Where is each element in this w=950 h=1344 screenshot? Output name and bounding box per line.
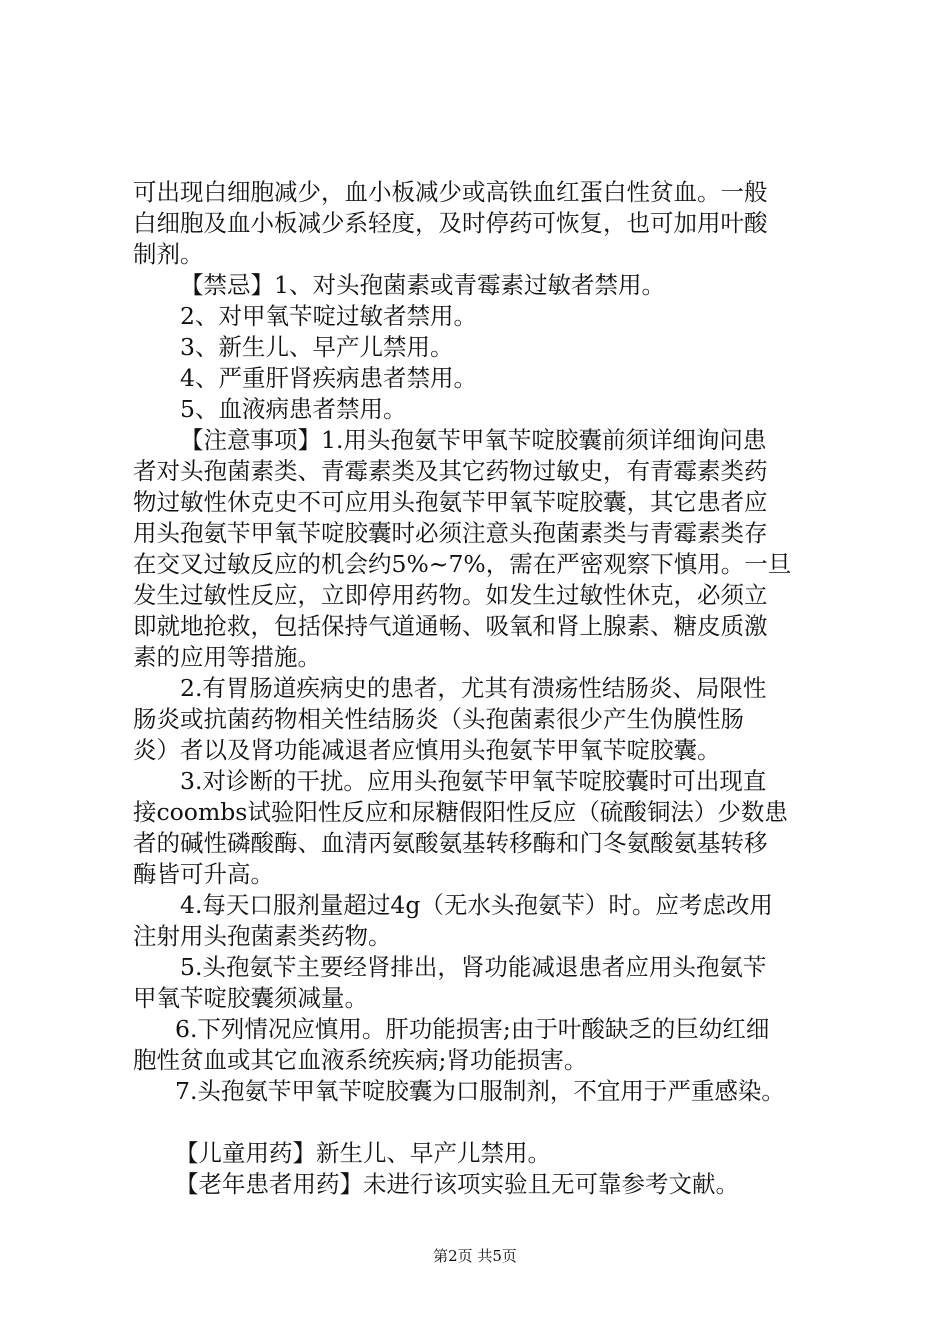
paragraph-line: 4.每天口服剂量超过4g（无水头孢氨苄）时。应考虑改用 [180, 891, 773, 919]
paragraph-line: 在交叉过敏反应的机会约5%~7%，需在严密观察下慎用。一旦 [133, 550, 792, 578]
paragraph-line: 肠炎或抗菌药物相关性结肠炎（头孢菌素很少产生伪膜性肠 [133, 705, 744, 733]
paragraph-line: 胞性贫血或其它血液系统疾病;肾功能损害。 [133, 1046, 588, 1074]
contraindication-item: 2、对甲氧苄啶过敏者禁用。 [180, 302, 477, 330]
paragraph-line: 制剂。 [133, 240, 204, 268]
paragraph-line: 甲氧苄啶胶囊须减量。 [133, 984, 368, 1012]
page-number-footer: 第2页 共5页 [433, 1247, 517, 1265]
paragraph-line: 白细胞及血小板减少系轻度，及时停药可恢复，也可加用叶酸 [133, 209, 768, 237]
paragraph-line: 3.对诊断的干扰。应用头孢氨苄甲氧苄啶胶囊时可出现直 [180, 767, 767, 795]
paragraph-line: 者的碱性磷酸酶、血清丙氨酸氨基转移酶和门冬氨酸氨基转移 [133, 829, 768, 857]
paragraph-line: 2.有胃肠道疾病史的患者，尤其有溃疡性结肠炎、局限性 [180, 674, 767, 702]
paragraph-line: 接coombs试验阳性反应和尿糖假阳性反应（硫酸铜法）少数患 [133, 798, 788, 826]
paragraph-line: 炎）者以及肾功能减退者应慎用头孢氨苄甲氧苄啶胶囊。 [133, 736, 721, 764]
paragraph-line: 发生过敏性反应，立即停用药物。如发生过敏性休克，必须立 [133, 581, 768, 609]
contraindication-item: 4、严重肝肾疾病患者禁用。 [180, 364, 477, 392]
paragraph-line: 用头孢氨苄甲氧苄啶胶囊时必须注意头孢菌素类与青霉素类存 [133, 519, 768, 547]
contraindication-item: 3、新生儿、早产儿禁用。 [180, 333, 454, 361]
paragraph-line: 素的应用等措施。 [133, 643, 321, 671]
paragraph-line: 6.下列情况应慎用。肝功能损害;由于叶酸缺乏的巨幼红细 [175, 1015, 770, 1043]
paragraph-line: 物过敏性休克史不可应用头孢氨苄甲氧苄啶胶囊，其它患者应 [133, 488, 768, 516]
precautions-heading-line: 【注意事项】1.用头孢氨苄甲氧苄啶胶囊前须详细询问患 [180, 426, 767, 454]
paragraph-line: 即就地抢救，包括保持气道通畅、吸氧和肾上腺素、糖皮质激 [133, 612, 768, 640]
pediatric-use-line: 【儿童用药】新生儿、早产儿禁用。 [175, 1139, 551, 1167]
contraindications-heading-line: 【禁忌】1、对头孢菌素或青霉素过敏者禁用。 [180, 271, 665, 299]
paragraph-line: 7.头孢氨苄甲氧苄啶胶囊为口服制剂，不宜用于严重感染。 [175, 1077, 785, 1105]
paragraph-line: 注射用头孢菌素类药物。 [133, 922, 392, 950]
paragraph-line: 酶皆可升高。 [133, 860, 274, 888]
paragraph-line: 者对头孢菌素类、青霉素类及其它药物过敏史，有青霉素类药 [133, 457, 768, 485]
geriatric-use-line: 【老年患者用药】未进行该项实验且无可靠参考文献。 [175, 1170, 739, 1198]
paragraph-line: 可出现白细胞减少，血小板减少或高铁血红蛋白性贫血。一般 [133, 178, 768, 206]
contraindication-item: 5、血液病患者禁用。 [180, 395, 407, 423]
paragraph-line: 5.头孢氨苄主要经肾排出，肾功能减退患者应用头孢氨苄 [180, 953, 767, 981]
